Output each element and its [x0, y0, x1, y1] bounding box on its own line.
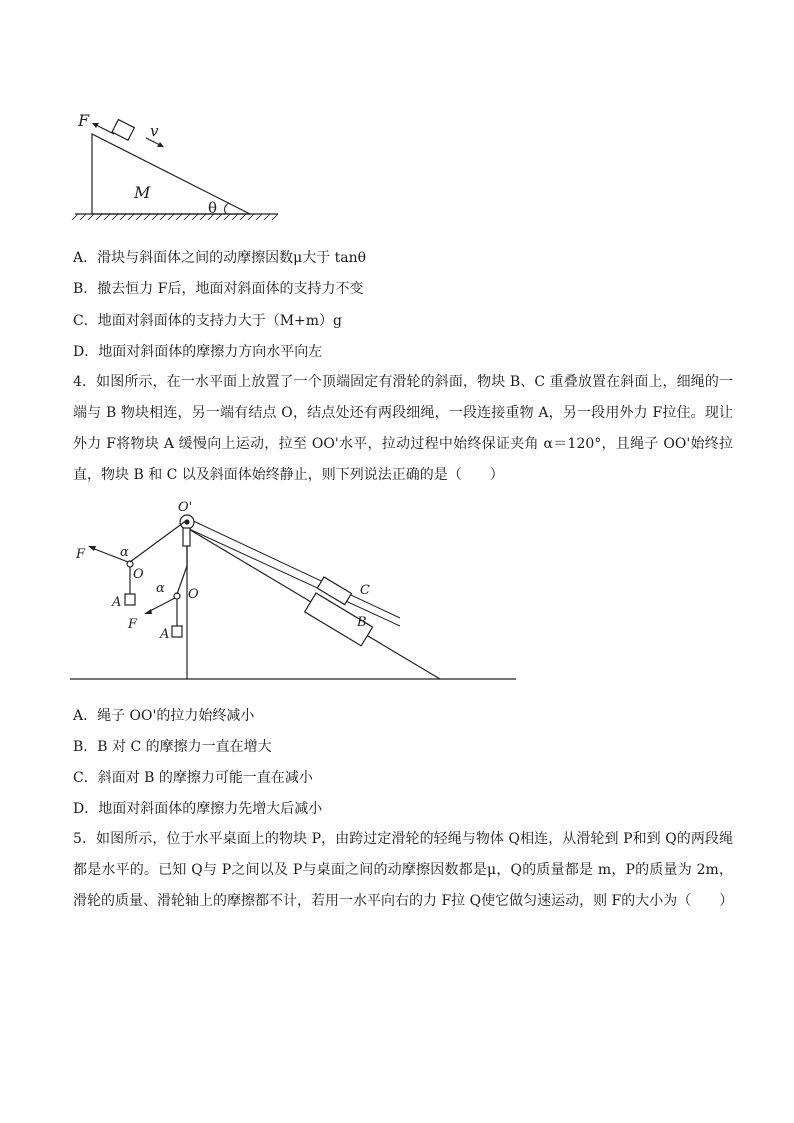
slider-block — [112, 120, 134, 141]
mass-label: M — [134, 183, 151, 202]
rope-top — [187, 518, 400, 618]
weight-a-top — [125, 594, 135, 605]
alpha-bottom-label: α — [156, 581, 165, 596]
rope-oo-top — [130, 520, 187, 562]
weight-bottom-label: A — [160, 627, 170, 642]
q3-option-b: B．撤去恒力 F后，地面对斜面体的支持力不变 — [73, 281, 364, 297]
weight-top-label: A — [112, 595, 122, 610]
pulley-figure — [70, 498, 520, 688]
q4-option-c: C．斜面对 B 的摩擦力可能一直在减小 — [73, 770, 313, 786]
q4-option-a: A．绳子 OO'的拉力始终减小 — [73, 708, 255, 724]
q4-option-b: B．B 对 C 的摩擦力一直在增大 — [73, 739, 272, 755]
incline-figure — [70, 108, 290, 228]
q3-option-c: C．地面对斜面体的支持力大于（M+m）g — [73, 313, 343, 329]
q4-option-d: D．地面对斜面体的摩擦力先增大后减小 — [73, 801, 323, 817]
rope-hanging — [183, 528, 190, 546]
angle-label: θ — [208, 199, 218, 217]
rope-oo-bottom — [177, 566, 187, 594]
angle-arc — [225, 203, 229, 214]
pulley-label: O' — [178, 500, 193, 515]
velocity-label: v — [150, 122, 159, 140]
force-top-label: F — [76, 547, 86, 562]
node-bottom-label: O — [188, 587, 199, 602]
force-line-bottom — [148, 598, 175, 612]
alpha-top-label: α — [120, 545, 129, 560]
q3-option-d: D．地面对斜面体的摩擦力方向水平向左 — [73, 344, 323, 360]
q5-stem: 5．如图所示，位于水平桌面上的物块 P，由跨过定滑轮的轻绳与物体 Q相连，从滑轮到 P和到 Q的两段绳都是水平的。已知 Q与 P之间以及 P与桌面之间的动摩擦因数都是μ，Q的质量都是 m，P的质量为 2m，滑轮的质量、滑轮轴上的摩擦都不计，若用一水平向右的力 F拉 Q使它做匀速运动，则 F的大小为（ ） — [73, 831, 734, 909]
incline-body — [92, 134, 250, 214]
ground-hatch — [72, 214, 278, 220]
force-label: F — [78, 111, 90, 130]
block-b-label: B — [357, 615, 367, 630]
q3-option-a: A．滑块与斜面体之间的动摩擦因数μ大于 tanθ — [73, 250, 367, 266]
q4-stem: 4．如图所示，在一水平面上放置了一个顶端固定有滑轮的斜面，物块 B、C 重叠放置在斜面上，细绳的一端与 B 物块相连，另一端有结点 O，结点处还有两段细绳，一段连接重物 A，另一段用外力 F拉住。现让外力 F将物块 A 缓慢向上运动，拉至 OO'水平，拉动过程中始终保证夹角 α＝120°，且绳子 OO'始终拉直，物块 B 和 C 以及斜面体始终静止，则下列说法正确的是（ ） — [73, 374, 733, 483]
force-bottom-label: F — [128, 617, 138, 632]
node-top-label: O — [133, 567, 144, 582]
block-c-label: C — [360, 583, 370, 598]
weight-a-bottom — [172, 626, 182, 637]
